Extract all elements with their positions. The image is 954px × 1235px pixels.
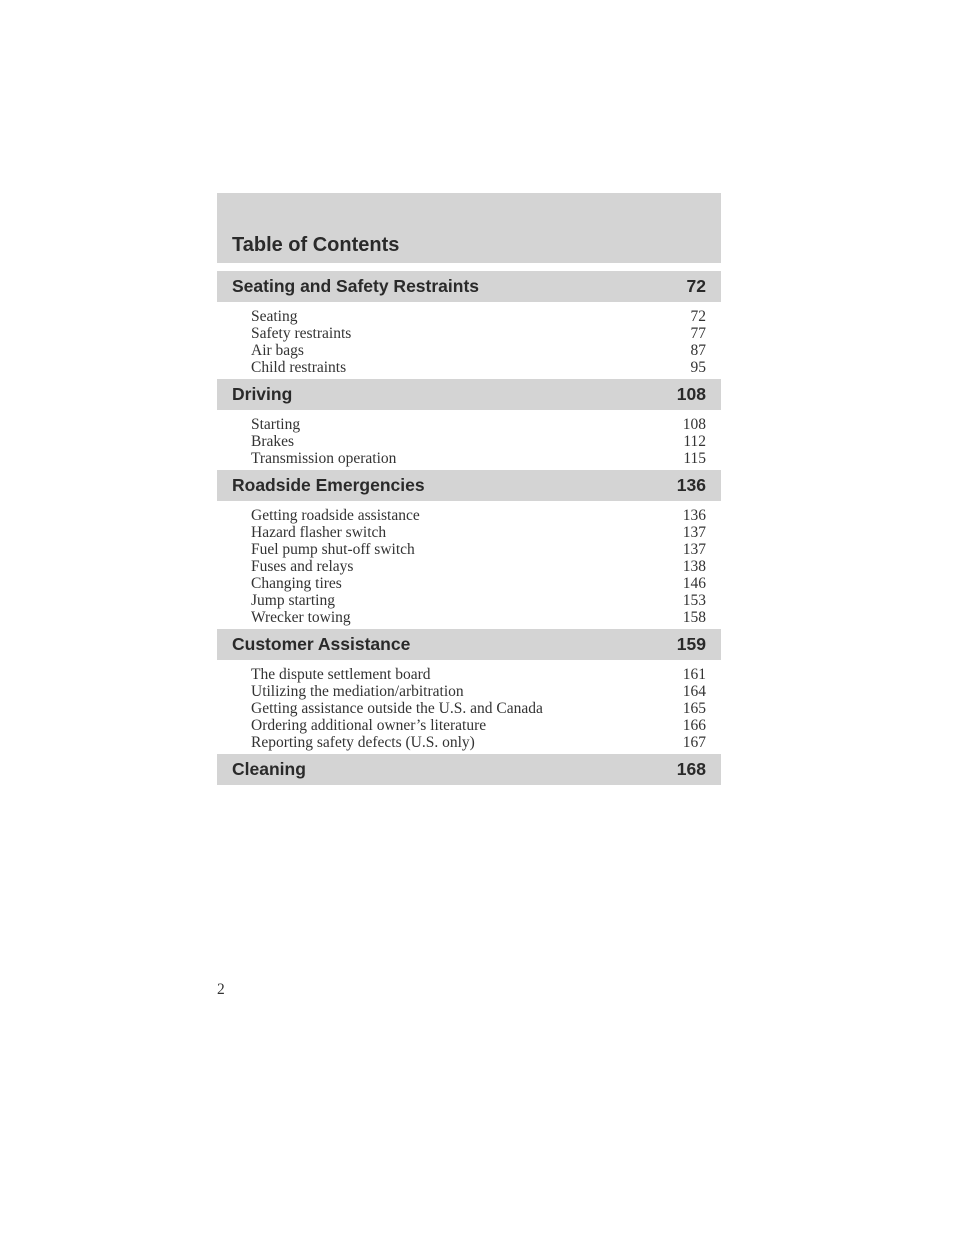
item-label: Fuel pump shut-off switch [251, 541, 415, 558]
item-page: 115 [683, 450, 706, 467]
list-item [251, 416, 706, 433]
item-page: 161 [682, 666, 706, 683]
section-title: Seating and Safety Restraints [232, 276, 480, 296]
list-item [251, 342, 706, 359]
item-page: 158 [682, 609, 706, 626]
list-item [251, 450, 706, 467]
item-label: Starting [251, 416, 301, 433]
item-label: Jump starting [251, 592, 335, 609]
item-label: Wrecker towing [251, 609, 351, 626]
list-item [251, 558, 706, 575]
item-label: Utilizing the mediation/arbitration [251, 683, 464, 700]
item-label: Changing tires [251, 575, 342, 592]
item-label: Child restraints [251, 359, 347, 376]
item-page: 112 [683, 433, 706, 450]
section-title: Cleaning [232, 759, 306, 779]
list-item [251, 507, 706, 524]
item-label: Fuses and relays [251, 558, 354, 575]
section-page: 159 [676, 634, 706, 654]
item-label: Air bags [251, 342, 304, 359]
section-title: Customer Assistance [232, 634, 411, 654]
item-page: 167 [682, 734, 706, 751]
section-items [217, 501, 721, 629]
list-item [251, 524, 706, 541]
item-page: 166 [682, 717, 706, 734]
item-page: 165 [682, 700, 706, 717]
item-label: The dispute settlement board [251, 666, 431, 683]
item-page: 77 [690, 325, 706, 342]
item-label: Hazard flasher switch [251, 524, 387, 541]
item-label: Transmission operation [251, 450, 397, 467]
item-page: 153 [682, 592, 706, 609]
item-page: 164 [682, 683, 706, 700]
item-page: 136 [682, 507, 706, 524]
page-title: Table of Contents [232, 234, 400, 256]
item-page: 108 [682, 416, 706, 433]
list-item [251, 717, 706, 734]
section-items [217, 302, 721, 379]
list-item [251, 575, 706, 592]
item-page: 138 [682, 558, 706, 575]
item-label: Ordering additional owner’s literature [251, 717, 487, 734]
toc-header [217, 193, 721, 263]
section-heading [217, 754, 721, 785]
section-items [217, 410, 721, 470]
list-item [251, 700, 706, 717]
list-item [251, 433, 706, 450]
section-heading [217, 379, 721, 410]
item-label: Reporting safety defects (U.S. only) [251, 734, 475, 751]
section-items [217, 660, 721, 754]
section-page: 136 [676, 475, 706, 495]
section-heading [217, 470, 721, 501]
section-page: 108 [676, 384, 706, 404]
toc-body [217, 263, 721, 785]
list-item [251, 609, 706, 626]
item-page: 87 [690, 342, 706, 359]
table-of-contents [217, 193, 721, 785]
section-heading [217, 629, 721, 660]
list-item [251, 359, 706, 376]
section-page: 72 [686, 276, 706, 296]
list-item [251, 308, 706, 325]
item-label: Getting assistance outside the U.S. and Canada [251, 700, 543, 717]
list-item [251, 541, 706, 558]
page-number: 2 [217, 981, 225, 998]
section-title: Roadside Emergencies [232, 475, 425, 495]
item-page: 95 [690, 359, 706, 376]
list-item [251, 734, 706, 751]
item-page: 72 [690, 308, 706, 325]
list-item [251, 666, 706, 683]
list-item [251, 592, 706, 609]
item-label: Seating [251, 308, 298, 325]
item-page: 137 [682, 524, 706, 541]
item-label: Brakes [251, 433, 295, 450]
section-page: 168 [676, 759, 706, 779]
item-page: 137 [682, 541, 706, 558]
item-label: Getting roadside assistance [251, 507, 420, 524]
list-item [251, 325, 706, 342]
section-title: Driving [232, 384, 293, 404]
list-item [251, 683, 706, 700]
section-heading [217, 271, 721, 302]
item-label: Safety restraints [251, 325, 352, 342]
item-page: 146 [682, 575, 706, 592]
